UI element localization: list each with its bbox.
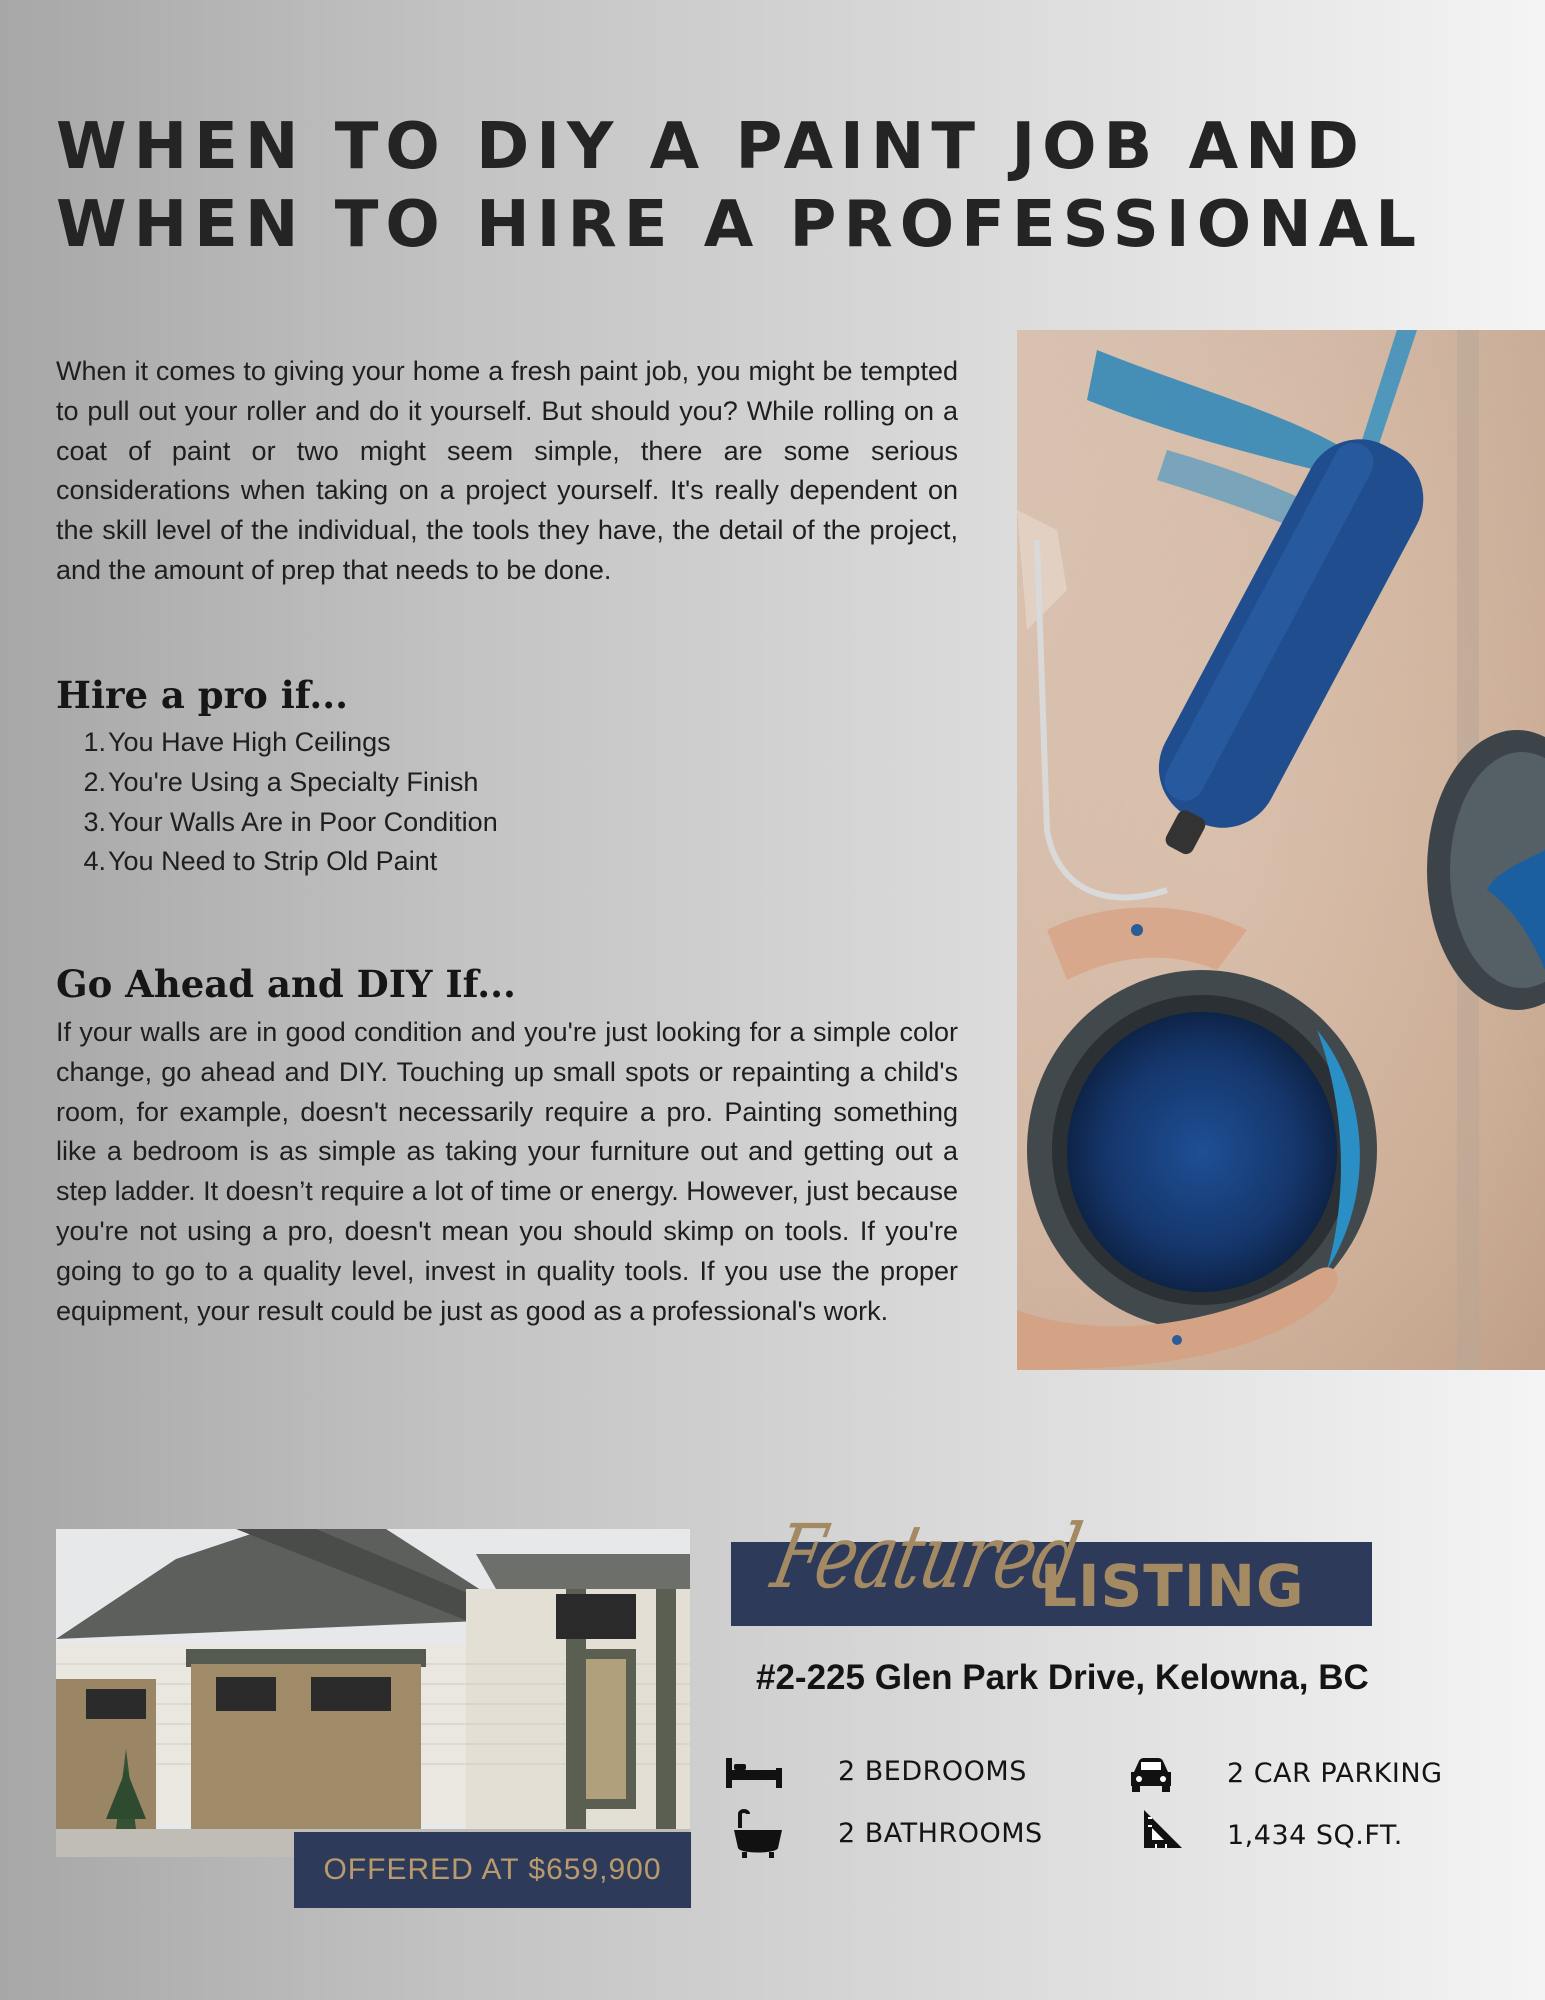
list-item bbox=[56, 842, 956, 882]
bathrooms-spec: 2 BATHROOMS bbox=[838, 1818, 1043, 1849]
page-title bbox=[56, 108, 1456, 264]
paint-photo bbox=[1017, 330, 1545, 1370]
bathtub-icon bbox=[732, 1808, 784, 1858]
diy-heading: Go Ahead and DIY If... bbox=[56, 962, 516, 1006]
list-item-number: 3. bbox=[83, 806, 106, 837]
list-item bbox=[56, 763, 956, 803]
list-item-text: You Need to Strip Old Paint bbox=[108, 846, 438, 877]
listing-address: #2-225 Glen Park Drive, Kelowna, BC bbox=[756, 1658, 1369, 1697]
area-spec: 1,434 SQ.FT. bbox=[1227, 1820, 1403, 1851]
parking-spec: 2 CAR PARKING bbox=[1227, 1758, 1443, 1789]
price-banner bbox=[294, 1832, 691, 1908]
listing-word: LISTING bbox=[1040, 1552, 1305, 1620]
diy-paragraph: If your walls are in good condition and you're just looking for a simple color change, go ahead and DIY. Touching up small spots or repainting a child's room, for example, doesn't necessarily require a pro. Painting something like a bedroom is as simple as taking your furniture out and getting out a step ladder. It doesn’t require a lot of time or energy. However, just because you're not using a pro, doesn't mean you should skimp on tools. If you're going to go to a quality level, invest in quality tools. If you use the proper equipment, your result could be just as good as a professional's work. bbox=[56, 1017, 958, 1326]
list-item-number: 2. bbox=[83, 766, 106, 797]
featured-script-text: Featured bbox=[764, 1505, 1089, 1608]
bed-icon bbox=[724, 1756, 784, 1790]
list-item bbox=[56, 723, 956, 763]
car-icon bbox=[1128, 1756, 1174, 1794]
list-item bbox=[56, 803, 956, 843]
price-text: OFFERED AT $659,900 bbox=[323, 1853, 662, 1886]
set-square-icon bbox=[1142, 1808, 1184, 1850]
intro-paragraph: When it comes to giving your home a fresh paint job, you might be tempted to pull out your roller and do it yourself. But should you? While rolling on a coat of paint or two might seem simple, there are some serious considerations when taking on a project yourself. It's really dependent on the skill level of the individual, the tools they have, the detail of the project, and the amount of prep that needs to be done. bbox=[56, 356, 958, 585]
title-line-1: WHEN TO DIY A PAINT JOB AND bbox=[56, 110, 1366, 184]
paint-photo-illustration bbox=[1017, 330, 1545, 1370]
list-item-text: You're Using a Specialty Finish bbox=[108, 766, 479, 797]
title-line-2: WHEN TO HIRE A PROFESSIONAL bbox=[56, 188, 1423, 262]
hire-pro-heading: Hire a pro if... bbox=[56, 673, 349, 717]
hire-pro-list bbox=[56, 723, 956, 882]
bedrooms-spec: 2 BEDROOMS bbox=[838, 1756, 1027, 1787]
list-item-number: 1. bbox=[83, 727, 106, 757]
list-item-text: Your Walls Are in Poor Condition bbox=[108, 806, 498, 837]
house-illustration bbox=[56, 1529, 690, 1857]
list-item-text: You Have High Ceilings bbox=[108, 727, 391, 757]
list-item-number: 4. bbox=[83, 846, 106, 877]
listing-house-photo bbox=[56, 1529, 690, 1857]
